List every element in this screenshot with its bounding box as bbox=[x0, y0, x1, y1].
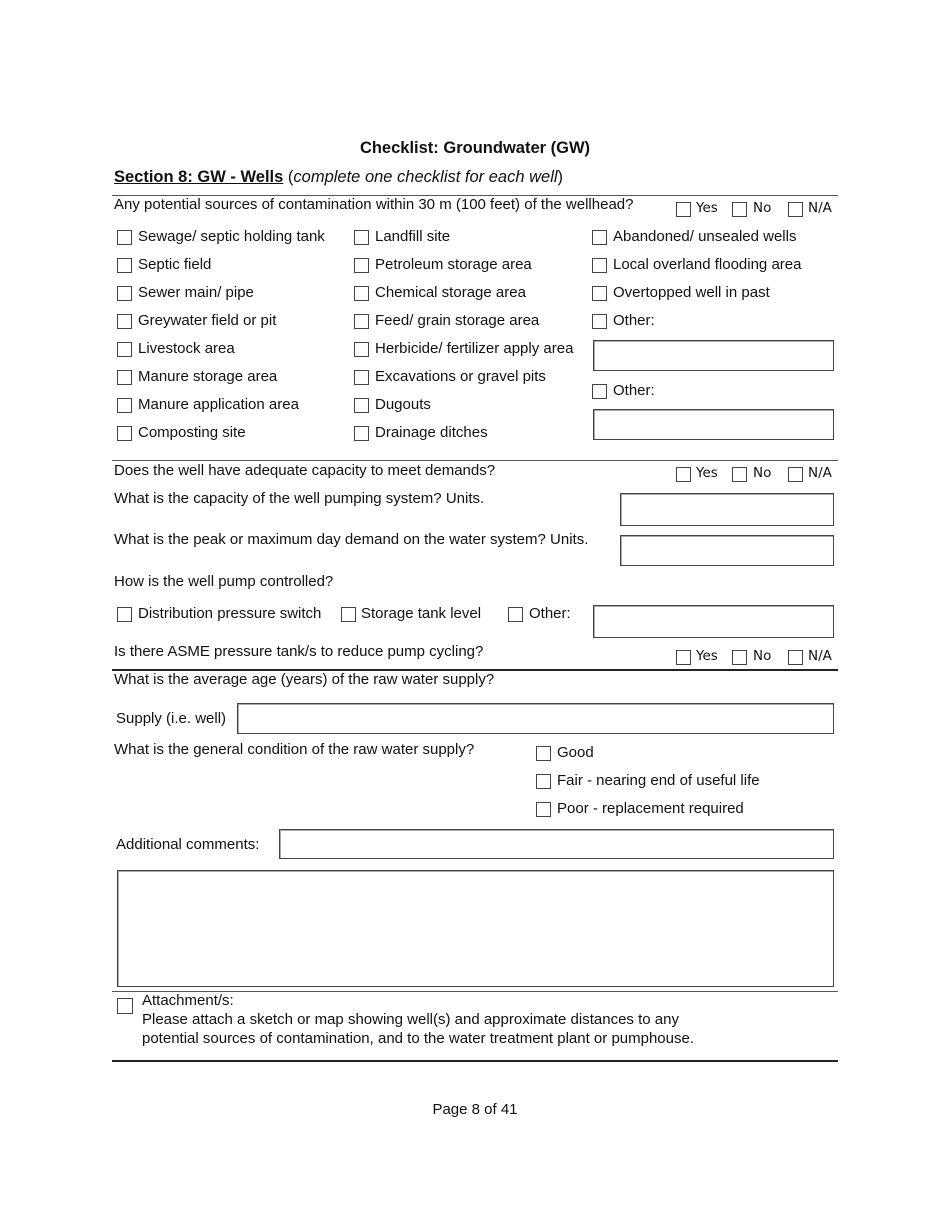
greywater-checkbox[interactable] bbox=[117, 314, 132, 329]
asme-na-checkbox[interactable] bbox=[788, 650, 803, 665]
dugouts-label: Dugouts bbox=[375, 396, 431, 413]
contamination-no-label: No bbox=[753, 200, 772, 216]
contamination-na-label: N/A bbox=[808, 200, 832, 216]
capacity-yes-label: Yes bbox=[696, 465, 718, 481]
storage-tank-label: Storage tank level bbox=[361, 605, 482, 622]
drainage-label: Drainage ditches bbox=[375, 424, 488, 441]
condition-poor-checkbox[interactable] bbox=[536, 802, 551, 817]
contamination-yes-checkbox[interactable] bbox=[676, 202, 691, 217]
septic-field-checkbox[interactable] bbox=[117, 258, 132, 273]
contamination-yes-label: Yes bbox=[696, 200, 718, 216]
contamination-no-checkbox[interactable] bbox=[732, 202, 747, 217]
page-number: Page 8 of 41 bbox=[432, 1101, 518, 1118]
asme-question: Is there ASME pressure tank/s to reduce pump cycling? bbox=[114, 643, 484, 660]
control-other-label: Other: bbox=[529, 605, 571, 622]
other-1-checkbox[interactable] bbox=[592, 314, 607, 329]
composting-checkbox[interactable] bbox=[117, 426, 132, 441]
sewage-septic-label: Sewage/ septic holding tank bbox=[138, 228, 325, 245]
capacity-na-checkbox[interactable] bbox=[788, 467, 803, 482]
pump-control-question: How is the well pump controlled? bbox=[114, 573, 334, 590]
excavations-checkbox[interactable] bbox=[354, 370, 369, 385]
section-note-close: ) bbox=[557, 168, 564, 186]
adequate-capacity-question: Does the well have adequate capacity to meet demands? bbox=[114, 462, 496, 479]
other-2-checkbox[interactable] bbox=[592, 384, 607, 399]
peak-demand-input[interactable] bbox=[620, 535, 834, 566]
herbicide-label: Herbicide/ fertilizer apply area bbox=[375, 340, 574, 357]
comments-textarea[interactable] bbox=[117, 870, 834, 987]
abandoned-wells-label: Abandoned/ unsealed wells bbox=[613, 228, 797, 245]
contamination-na-checkbox[interactable] bbox=[788, 202, 803, 217]
control-other-input[interactable] bbox=[593, 605, 834, 638]
greywater-label: Greywater field or pit bbox=[138, 312, 277, 329]
manure-application-label: Manure application area bbox=[138, 396, 299, 413]
composting-label: Composting site bbox=[138, 424, 246, 441]
manure-application-checkbox[interactable] bbox=[117, 398, 132, 413]
asme-yes-checkbox[interactable] bbox=[676, 650, 691, 665]
distribution-pressure-checkbox[interactable] bbox=[117, 607, 132, 622]
dugouts-checkbox[interactable] bbox=[354, 398, 369, 413]
sewer-main-label: Sewer main/ pipe bbox=[138, 284, 254, 301]
page-title: Checklist: Groundwater (GW) bbox=[359, 139, 591, 157]
asme-yes-label: Yes bbox=[696, 648, 718, 664]
manure-storage-checkbox[interactable] bbox=[117, 370, 132, 385]
control-other-checkbox[interactable] bbox=[508, 607, 523, 622]
section-note-open: ( bbox=[283, 168, 294, 186]
other-2-label: Other: bbox=[613, 382, 655, 399]
condition-poor-label: Poor - replacement required bbox=[557, 800, 744, 817]
condition-fair-label: Fair - nearing end of useful life bbox=[557, 772, 760, 789]
attachment-checkbox[interactable] bbox=[117, 998, 133, 1014]
attachment-instructions-1: Please attach a sketch or map showing well(s) and approximate distances to any bbox=[142, 1011, 679, 1028]
supply-label: Supply (i.e. well) bbox=[116, 710, 227, 727]
flooding-checkbox[interactable] bbox=[592, 258, 607, 273]
landfill-checkbox[interactable] bbox=[354, 230, 369, 245]
condition-fair-checkbox[interactable] bbox=[536, 774, 551, 789]
section-title: Section 8: GW - Wells bbox=[114, 168, 284, 186]
septic-field-label: Septic field bbox=[138, 256, 212, 273]
herbicide-checkbox[interactable] bbox=[354, 342, 369, 357]
pumping-capacity-input[interactable] bbox=[620, 493, 834, 526]
supply-input[interactable] bbox=[237, 703, 834, 734]
chemical-checkbox[interactable] bbox=[354, 286, 369, 301]
other-1-label: Other: bbox=[613, 312, 655, 329]
livestock-checkbox[interactable] bbox=[117, 342, 132, 357]
capacity-no-label: No bbox=[753, 465, 772, 481]
comments-input[interactable] bbox=[279, 829, 834, 859]
divider bbox=[112, 460, 838, 461]
abandoned-wells-checkbox[interactable] bbox=[592, 230, 607, 245]
sewer-main-checkbox[interactable] bbox=[117, 286, 132, 301]
manure-storage-label: Manure storage area bbox=[138, 368, 278, 385]
petroleum-checkbox[interactable] bbox=[354, 258, 369, 273]
other-2-input[interactable] bbox=[593, 409, 834, 440]
drainage-checkbox[interactable] bbox=[354, 426, 369, 441]
distribution-pressure-label: Distribution pressure switch bbox=[138, 605, 322, 622]
chemical-label: Chemical storage area bbox=[375, 284, 526, 301]
sewage-septic-checkbox[interactable] bbox=[117, 230, 132, 245]
asme-no-checkbox[interactable] bbox=[732, 650, 747, 665]
overtopped-label: Overtopped well in past bbox=[613, 284, 770, 301]
feed-grain-checkbox[interactable] bbox=[354, 314, 369, 329]
other-1-input[interactable] bbox=[593, 340, 834, 371]
attachment-label: Attachment/s: bbox=[142, 992, 234, 1009]
asme-na-label: N/A bbox=[808, 648, 832, 664]
livestock-label: Livestock area bbox=[138, 340, 235, 357]
comments-label: Additional comments: bbox=[116, 836, 260, 853]
asme-no-label: No bbox=[753, 648, 772, 664]
feed-grain-label: Feed/ grain storage area bbox=[375, 312, 540, 329]
petroleum-label: Petroleum storage area bbox=[375, 256, 532, 273]
section-note: complete one checklist for each well bbox=[293, 168, 558, 186]
divider bbox=[112, 1060, 838, 1062]
attachment-instructions-2: potential sources of contamination, and to the water treatment plant or pumphouse. bbox=[142, 1030, 694, 1047]
condition-good-checkbox[interactable] bbox=[536, 746, 551, 761]
age-question: What is the average age (years) of the raw water supply? bbox=[114, 671, 495, 688]
overtopped-checkbox[interactable] bbox=[592, 286, 607, 301]
section-heading bbox=[114, 168, 563, 187]
capacity-na-label: N/A bbox=[808, 465, 832, 481]
capacity-yes-checkbox[interactable] bbox=[676, 467, 691, 482]
peak-demand-question: What is the peak or maximum day demand on the water system? Units. bbox=[114, 531, 589, 548]
excavations-label: Excavations or gravel pits bbox=[375, 368, 546, 385]
condition-good-label: Good bbox=[557, 744, 594, 761]
condition-question: What is the general condition of the raw water supply? bbox=[114, 741, 475, 758]
flooding-label: Local overland flooding area bbox=[613, 256, 802, 273]
capacity-no-checkbox[interactable] bbox=[732, 467, 747, 482]
landfill-label: Landfill site bbox=[375, 228, 451, 245]
contamination-question: Any potential sources of contamination within 30 m (100 feet) of the wellhead? bbox=[114, 196, 634, 213]
storage-tank-checkbox[interactable] bbox=[341, 607, 356, 622]
pumping-capacity-question: What is the capacity of the well pumping system? Units. bbox=[114, 490, 485, 507]
